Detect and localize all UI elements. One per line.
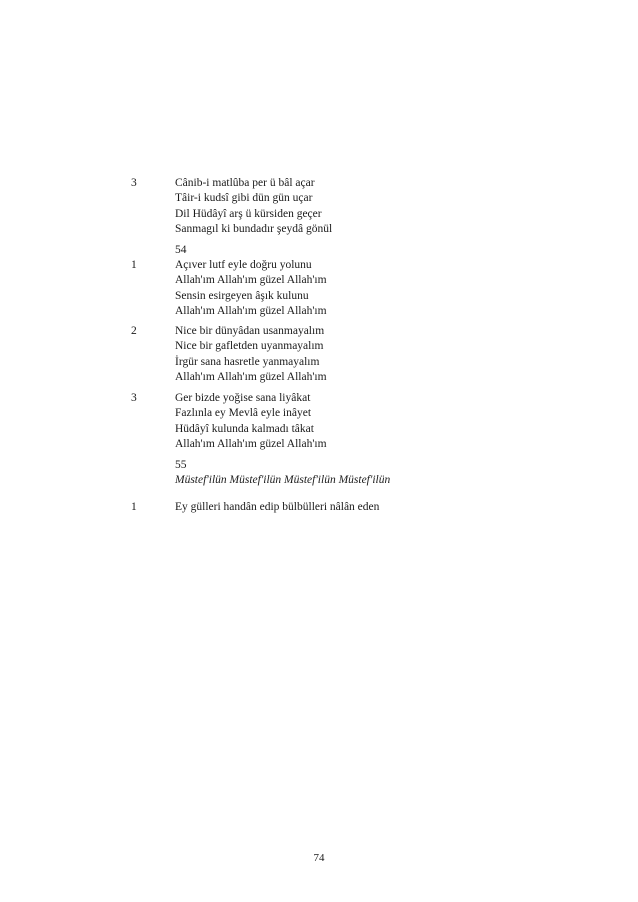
verse-line: Nice bir gafletden uyanmayalım [175, 340, 324, 353]
verse-line: Açıver lutf eyle doğru yolunu [175, 259, 312, 271]
verse-line: İrgür sana hasretle yanmayalım [175, 355, 320, 368]
verse-line: Tâir-i kudsî gibi dün gün uçar [175, 192, 313, 205]
stanza-lines [175, 258, 327, 319]
verse-line: Allah'ım Allah'ım güzel Allah'ım [175, 437, 327, 450]
verse-line: Ger bizde yoğise sana liyâkat [175, 392, 311, 404]
verse-line: Hüdâyî kulunda kalmadı tâkat [175, 422, 314, 435]
verse-line: Allah'ım Allah'ım güzel Allah'ım [175, 370, 327, 383]
verse-line: Allah'ım Allah'ım güzel Allah'ım [175, 274, 327, 287]
stanza-number: 3 [131, 392, 137, 404]
verse-line: Dil Hüdâyî arş ü kürsiden geçer [175, 207, 322, 220]
poem-number: 54 [175, 244, 187, 256]
poem-number: 55 [175, 459, 187, 471]
verse-line: Cânib-i matlûba per ü bâl açar [175, 177, 315, 189]
stanza-lines [175, 176, 332, 237]
verse-line: Fazlınla ey Mevlâ eyle inâyet [175, 407, 312, 420]
stanza-number: 1 [131, 501, 137, 513]
stanza-lines [175, 324, 327, 385]
verse-line: Sensin esirgeyen âşık kulunu [175, 289, 309, 302]
stanza-lines [175, 500, 379, 515]
verse-line: Sanmagıl ki bundadır şeydâ gönül [175, 222, 333, 235]
verse-line: Allah'ım Allah'ım güzel Allah'ım [175, 304, 327, 317]
stanza-number: 3 [131, 177, 137, 189]
stanza-number: 1 [131, 259, 137, 271]
verse-line: Nice bir dünyâdan usanmayalım [175, 325, 325, 337]
verse-line: Ey gülleri handân edip bülbülleri nâlân eden [175, 501, 380, 513]
stanza-number: 2 [131, 325, 137, 337]
stanza-lines [175, 391, 327, 452]
page-number: 74 [313, 852, 325, 864]
meter-line: Müstef'ilün Müstef'ilün Müstef'ilün Müstef'ilün [175, 474, 391, 487]
